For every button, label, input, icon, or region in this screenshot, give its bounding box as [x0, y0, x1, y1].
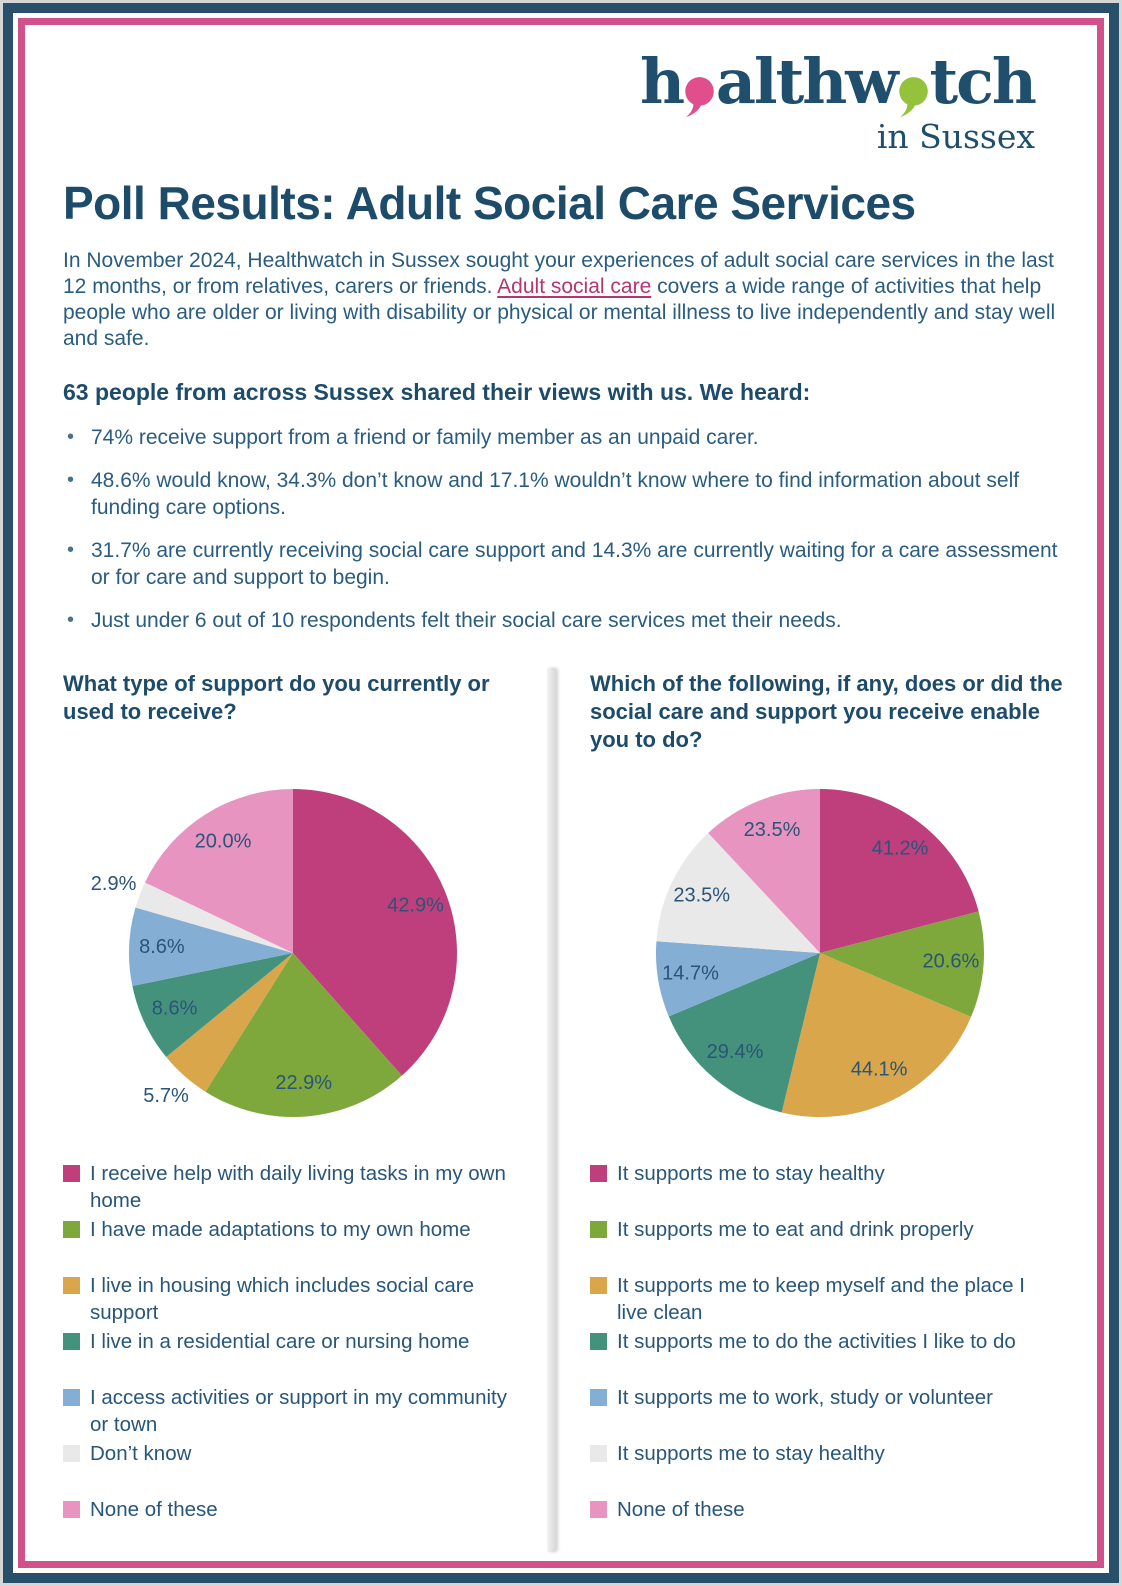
legend-item: [590, 1216, 1083, 1272]
bullet-item: • 31.7% are currently receiving social care support and 14.3% are currently waiting for a care assessment or for care and support to begin.: [91, 537, 1059, 591]
legend-label: I have made adaptations to my own home: [90, 1218, 471, 1241]
legend-item: [63, 1272, 523, 1328]
legend-swatch: [63, 1389, 80, 1406]
legend-label: None of these: [617, 1498, 745, 1521]
legend-swatch: [590, 1165, 607, 1182]
legend-label: It supports me to do the activities I like to do: [617, 1330, 1016, 1353]
page-title: Poll Results: Adult Social Care Services: [63, 177, 916, 229]
legend-item: [63, 1160, 523, 1216]
pie-slice-label: 8.6%: [151, 997, 198, 1020]
logo-subtitle: in Sussex: [876, 117, 1035, 156]
pie-slice-label: 41.2%: [871, 837, 929, 860]
pie-slice-label: 44.1%: [850, 1058, 908, 1081]
legend-swatch: [590, 1277, 607, 1294]
legend-label: I live in a residential care or nursing home: [90, 1330, 470, 1353]
legend-swatch: [63, 1277, 80, 1294]
charts-section: [25, 668, 1097, 1552]
pink-comma-icon: [684, 74, 715, 105]
legend-swatch: [590, 1333, 607, 1350]
legend-label: It supports me to work, study or volunteer: [617, 1386, 993, 1409]
legend-label: I live in housing which includes social care support: [90, 1274, 475, 1324]
pie-slice-label: 20.0%: [194, 830, 252, 853]
legend-item: [590, 1160, 1083, 1216]
pie-slice-label: 8.6%: [139, 936, 185, 959]
legend-item: [590, 1496, 1083, 1552]
column-divider: [547, 668, 556, 1552]
logo-text-segment: althw: [715, 45, 897, 118]
pie-chart-enablement: [590, 756, 1050, 1156]
chart-section-support-types: [63, 668, 547, 1552]
bullet-item: • 48.6% would know, 34.3% don’t know and 17.1% wouldn’t know where to find information about self funding care options.: [91, 467, 1059, 521]
legend-swatch: [63, 1221, 80, 1238]
pie-slice-label: 42.9%: [387, 894, 444, 917]
legend-item: [590, 1384, 1083, 1440]
intro-text-pre: In November 2024, Healthwatch in Sussex sought your experiences of adult social care services in the last 12 months, or from relatives, carers or friends.: [63, 249, 1055, 298]
legend-label: None of these: [90, 1498, 218, 1521]
green-comma-icon: [898, 74, 929, 105]
legend-label: It supports me to stay healthy: [617, 1162, 885, 1185]
legend-swatch: [63, 1333, 80, 1350]
legend-enablement: [590, 1160, 1083, 1552]
legend-label: Don’t know: [90, 1442, 192, 1465]
pie-slice-label: 22.9%: [275, 1072, 333, 1095]
pie-chart-support-types: [63, 756, 523, 1156]
intro-text-post: covers a wide range of activities that help people who are older or living with disability or physical or mental illness to live independently and stay well and safe.: [63, 275, 1056, 350]
healthwatch-logo: [639, 45, 1035, 156]
legend-item: [590, 1328, 1083, 1384]
header: [25, 25, 1097, 156]
legend-item: [63, 1440, 523, 1496]
legend-item: [63, 1496, 523, 1552]
pie-slice-label: 5.7%: [143, 1085, 189, 1108]
pie-slice-label: 29.4%: [706, 1041, 764, 1064]
results-subheading: 63 people from across Sussex shared their views with us. We heard:: [63, 379, 811, 405]
healthwatch-logo-text: [639, 45, 1035, 118]
legend-item: [63, 1384, 523, 1440]
pie-slice-label: 14.7%: [662, 962, 719, 985]
legend-swatch: [590, 1221, 607, 1238]
legend-swatch: [63, 1165, 80, 1182]
legend-item: [590, 1440, 1083, 1496]
legend-support-types: [63, 1160, 523, 1552]
adult-social-care-link[interactable]: Adult social care: [497, 275, 652, 298]
legend-label: It supports me to eat and drink properly: [617, 1218, 974, 1241]
pie-slice-label: 23.5%: [743, 819, 801, 842]
legend-item: [63, 1328, 523, 1384]
inner-pink-border: [18, 18, 1104, 1568]
legend-label: It supports me to stay healthy: [617, 1442, 885, 1465]
outer-blue-border: [3, 3, 1119, 1583]
chart-section-enablement: [590, 668, 1083, 1552]
chart-title: Which of the following, if any, does or did the social care and support you receive enable you to do?: [590, 671, 1063, 752]
legend-swatch: [590, 1389, 607, 1406]
pie-slice-label: 20.6%: [922, 950, 980, 973]
findings-list: [91, 424, 1059, 634]
legend-label: I access activities or support in my community or town: [90, 1386, 507, 1436]
legend-swatch: [590, 1501, 607, 1518]
legend-item: [63, 1216, 523, 1272]
pie-slice-label: 2.9%: [90, 873, 137, 896]
legend-swatch: [590, 1445, 607, 1462]
logo-text-segment: tch: [929, 45, 1035, 118]
bullet-item: • 74% receive support from a friend or family member as an unpaid carer.: [91, 424, 1059, 451]
legend-label: It supports me to keep myself and the place I live clean: [617, 1274, 1025, 1324]
intro-paragraph: [63, 248, 1065, 352]
chart-title: What type of support do you currently or used to receive?: [63, 671, 490, 724]
bullet-item: • Just under 6 out of 10 respondents felt their social care services met their needs.: [91, 607, 1059, 634]
legend-swatch: [63, 1445, 80, 1462]
legend-swatch: [63, 1501, 80, 1518]
legend-item: [590, 1272, 1083, 1328]
pie-slice-label: 23.5%: [673, 884, 731, 907]
logo-text-segment: h: [639, 45, 684, 118]
legend-label: I receive help with daily living tasks in my own home: [90, 1162, 506, 1212]
